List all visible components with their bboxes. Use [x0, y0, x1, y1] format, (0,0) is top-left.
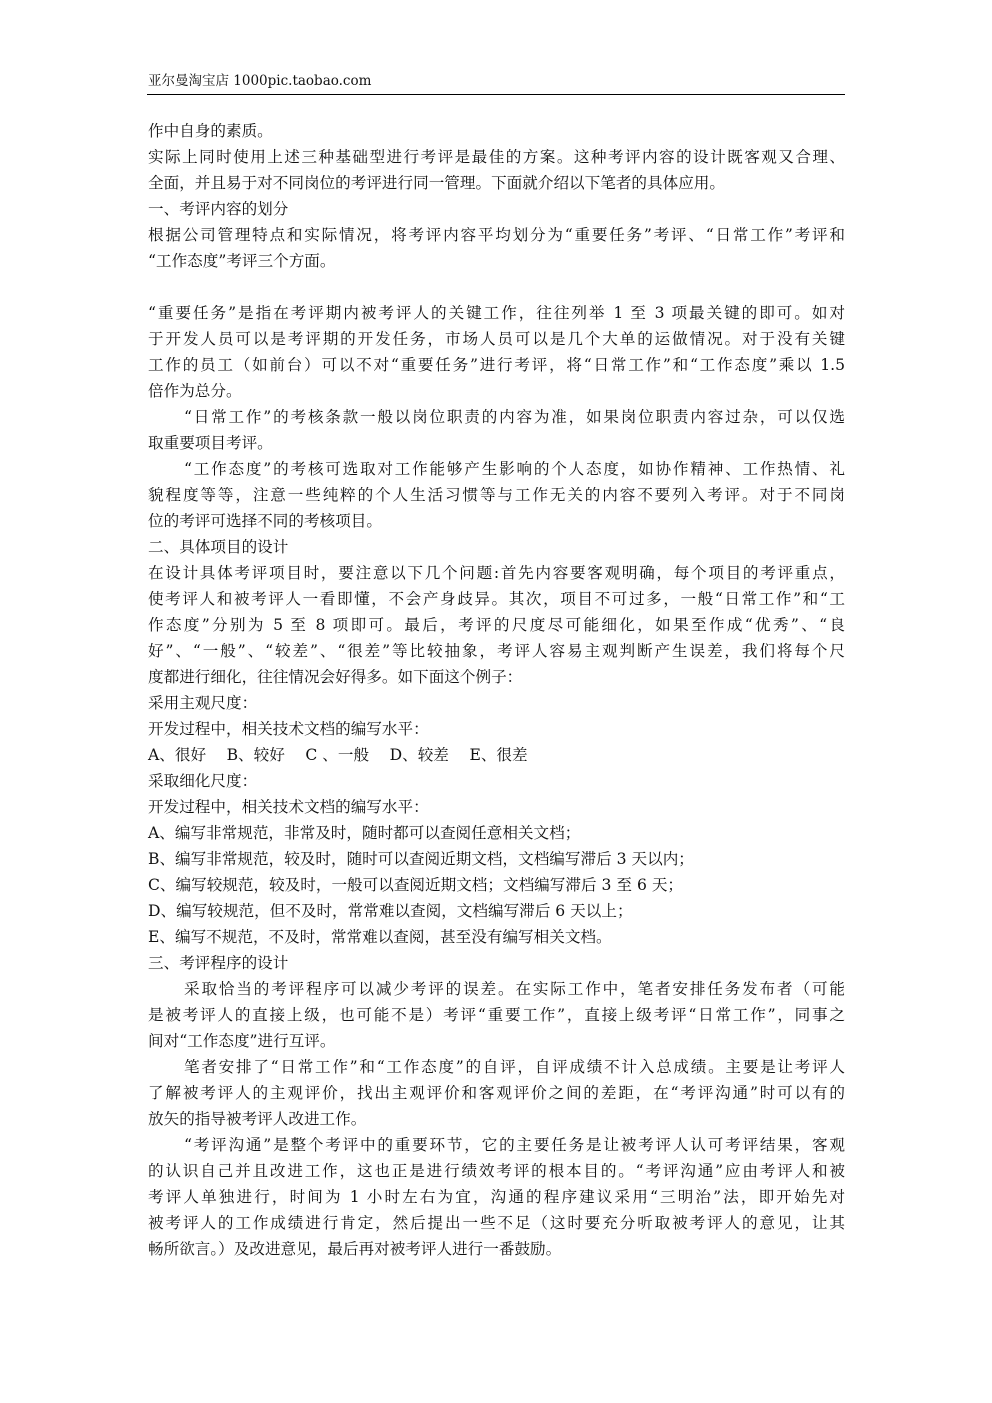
- header-text: 亚尔曼淘宝店 1000pic.taobao.com: [148, 73, 372, 89]
- text-line: 使考评人和被考评人一看即懂，不会产身歧异。其次，项目不可过多，一般“日常工作”和“工: [148, 590, 845, 608]
- text-line: 放矢的指导被考评人改进工作。: [148, 1110, 367, 1128]
- text-line: 畅所欲言。）及改进意见，最后再对被考评人进行一番鼓励。: [148, 1240, 562, 1258]
- text-line: 实际上同时使用上述三种基础型进行考评是最佳的方案。这种考评内容的设计既客观又合理、: [148, 148, 845, 166]
- text-line: 作中自身的素质。: [148, 122, 273, 140]
- text-line: A、编写非常规范，非常及时，随时都可以查阅任意相关文档；: [148, 824, 581, 842]
- text-line: 被考评人的工作成绩进行肯定，然后提出一些不足（这时要充分听取被考评人的意见，让其: [148, 1214, 845, 1232]
- text-line: 度都进行细化，往往情况会好得多。如下面这个例子：: [148, 668, 523, 686]
- text-line: 开发过程中，相关技术文档的编写水平：: [148, 720, 429, 738]
- text-line: E、编写不规范，不及时，常常难以查阅，甚至没有编写相关文档。: [148, 928, 612, 946]
- text-line: 取重要项目考评。: [148, 434, 273, 452]
- document-body: [148, 118, 845, 1262]
- text-line: 作态度”分别为 5 至 8 项即可。最后，考评的尺度尽可能细化，如果至作成“优秀”、“良: [148, 616, 845, 634]
- text-line: “工作态度”考评三个方面。: [148, 252, 336, 270]
- text-line: C、编写较规范，较及时，一般可以查阅近期文档；文档编写滞后 3 至 6 天；: [148, 876, 684, 894]
- text-line: 三、考评程序的设计: [148, 954, 289, 972]
- text-line: 采取恰当的考评程序可以减少考评的误差。在实际工作中，笔者安排任务发布者（可能: [184, 980, 845, 998]
- text-line: B、编写非常规范，较及时，随时可以查阅近期文档，文档编写滞后 3 天以内；: [148, 850, 694, 868]
- text-line: A、很好 B、较好 C 、一般 D、较差 E、很差: [148, 746, 528, 764]
- text-line: 倍作为总分。: [148, 382, 242, 400]
- text-line: “重要任务”是指在考评期内被考评人的关键工作，往往列举 1 至 3 项最关键的即可。如对: [148, 304, 845, 322]
- text-line: [148, 274, 845, 300]
- text-line: D、编写较规范，但不及时，常常难以查阅，文档编写滞后 6 天以上；: [148, 902, 633, 920]
- text-line: 位的考评可选择不同的考核项目。: [148, 512, 382, 530]
- text-line: 貌程度等等，注意一些纯粹的个人生活习惯等与工作无关的内容不要列入考评。对于不同岗: [148, 486, 845, 504]
- text-line: 的认识自己并且改进工作，这也正是进行绩效考评的根本目的。“考评沟通”应由考评人和被: [148, 1162, 845, 1180]
- page-header: [147, 64, 845, 95]
- text-line: 采取细化尺度：: [148, 772, 258, 790]
- text-line: 于开发人员可以是考评期的开发任务，市场人员可以是几个大单的运做情况。对于没有关键: [148, 330, 845, 348]
- text-line: 好”、“一般”、“较差”、“很差”等比较抽象，考评人容易主观判断产生误差，我们将每个尺: [148, 642, 845, 660]
- text-line: 采用主观尺度：: [148, 694, 258, 712]
- text-line: 了解被考评人的主观评价，找出主观评价和客观评价之间的差距，在“考评沟通”时可以有的: [148, 1084, 845, 1102]
- text-line: 全面，并且易于对不同岗位的考评进行同一管理。下面就介绍以下笔者的具体应用。: [148, 174, 725, 192]
- text-line: 二、具体项目的设计: [148, 538, 289, 556]
- text-line: 是被考评人的直接上级，也可能不是）考评“重要工作”，直接上级考评“日常工作”，同事之: [148, 1006, 845, 1024]
- text-line: 考评人单独进行，时间为 1 小时左右为宜，沟通的程序建议采用“三明治”法，即开始先对: [148, 1188, 845, 1206]
- text-line: “考评沟通”是整个考评中的重要环节，它的主要任务是让被考评人认可考评结果，客观: [184, 1136, 845, 1154]
- text-line: 开发过程中，相关技术文档的编写水平：: [148, 798, 429, 816]
- text-line: 一、考评内容的划分: [148, 200, 289, 218]
- text-line: 根据公司管理特点和实际情况，将考评内容平均划分为“重要任务”考评、“日常工作”考评和: [148, 226, 845, 244]
- text-line: 笔者安排了“日常工作”和“工作态度”的自评，自评成绩不计入总成绩。主要是让考评人: [184, 1058, 845, 1076]
- text-line: 在设计具体考评项目时，要注意以下几个问题:首先内容要客观明确，每个项目的考评重点，: [148, 564, 845, 582]
- text-line: 间对“工作态度”进行互评。: [148, 1032, 336, 1050]
- text-line: “日常工作”的考核条款一般以岗位职责的内容为准，如果岗位职责内容过杂，可以仅选: [184, 408, 845, 426]
- text-line: “工作态度”的考核可选取对工作能够产生影响的个人态度，如协作精神、工作热情、礼: [184, 460, 845, 478]
- text-line: 工作的员工（如前台）可以不对“重要任务”进行考评，将“日常工作”和“工作态度”乘以 1.5: [148, 356, 845, 374]
